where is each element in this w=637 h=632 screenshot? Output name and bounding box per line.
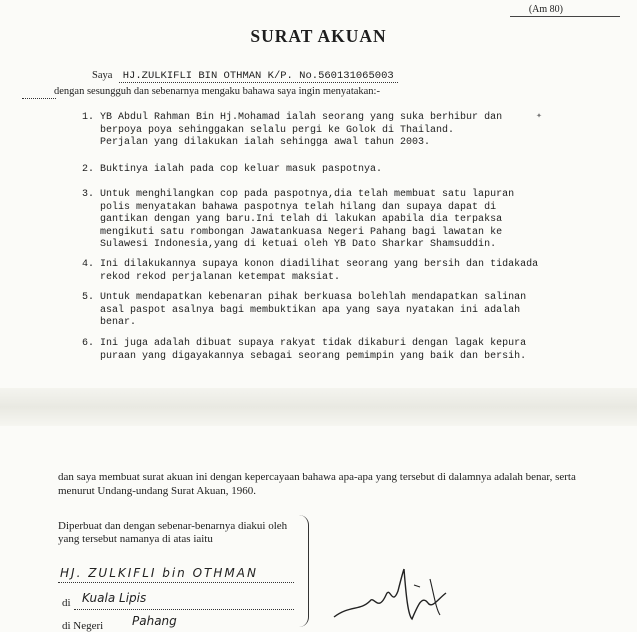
handwritten-town: Kuala Lipis [82,591,147,605]
statement-item [82,189,542,252]
item-text: Ini dilakukannya supaya konon diadilihat seorang yang bersih dan tidakada rekod rekod perjalanan ketempat maksiat. [100,259,539,283]
statement-item [82,338,542,363]
handwritten-name: HJ. ZULKIFLI bin OTHMAN [60,566,258,580]
item-number: 4. [82,259,95,270]
document-title: SURAT AKUAN [250,26,387,46]
signature-icon [330,565,470,625]
dotted-line [22,98,56,99]
item-number: 2. [82,164,95,175]
item-text: Buktinya ialah pada cop keluar masuk paspotnya. [100,164,383,175]
item-text: Untuk mendapatkan kebenaran pihak berkuasa bolehlah mendapatkan salinan asal paspot asalnya bagi membuktikan apa yang saya nyatakan ini adalah benar. [100,292,527,329]
declaration-opening: dengan sesungguh dan sebenarnya mengaku bahawa saya ingin menyatakan:- [54,86,380,97]
handwritten-state: Pahang [132,614,177,628]
statement-item [82,259,542,284]
closing-statement: dan saya membuat surat akuan ini dengan kepercayaan bahawa apa-apa yang tersebut di dalamnya adalah benar, serta menurut Undang-undang Surat Akuan, 1960. [58,471,576,497]
item-number: 1. [82,112,95,123]
name-line [58,582,294,583]
statement-item [82,164,542,177]
faint-mark: ✦ [536,111,543,122]
paper-fold [0,388,637,426]
form-reference: (Am 80) [528,4,563,15]
item-text: YB Abdul Rahman Bin Hj.Mohamad ialah seorang yang suka berhibur dan berpoya poya sehinggakan selalu pergi ke Golok di Thailand. Perjalan yang dilakukan ialah sehingga awal tahun 2003. [100,112,503,149]
town-line [74,609,294,610]
declarant-identity: HJ.ZULKIFLI BIN OTHMAN K/P. No.560131065003 [119,70,398,83]
item-number: 6. [82,338,95,349]
form-reference-underline [510,16,620,17]
declaration-brace [296,515,309,627]
item-number: 5. [82,292,95,303]
saya-label: Saya [92,70,113,81]
negeri-label: di Negeri [62,620,104,632]
item-number: 3. [82,189,95,200]
statement-item [82,112,542,150]
intro-line [92,70,398,82]
item-text: Untuk menghilangkan cop pada paspotnya,dia telah membuat satu lapuran polis menyatakan bahawa paspotnya telah hilang dan supaya dapat di gantikan dengan yang baru.Ini telah di lakukan apabila dia terpaksa mengikuti satu rombongan Jawatankuasa Negeri Pahang bagi lawatan ke Sulawesi Indonesia,yang di ketuai oleh YB Dato Sharkar Shamsuddin. [100,189,515,251]
statement-item [82,292,542,330]
item-text: Ini juga adalah dibuat supaya rakyat tidak dikaburi dengan lagak kepura puraan yang digayakannya sebagai seorang pemimpin yang baik dan bersih. [100,338,527,362]
declaration-text: Diperbuat dan dengan sebenar-benarnya diakui oleh yang tersebut namanya di atas iaitu [58,520,288,545]
di-label: di [62,597,71,609]
